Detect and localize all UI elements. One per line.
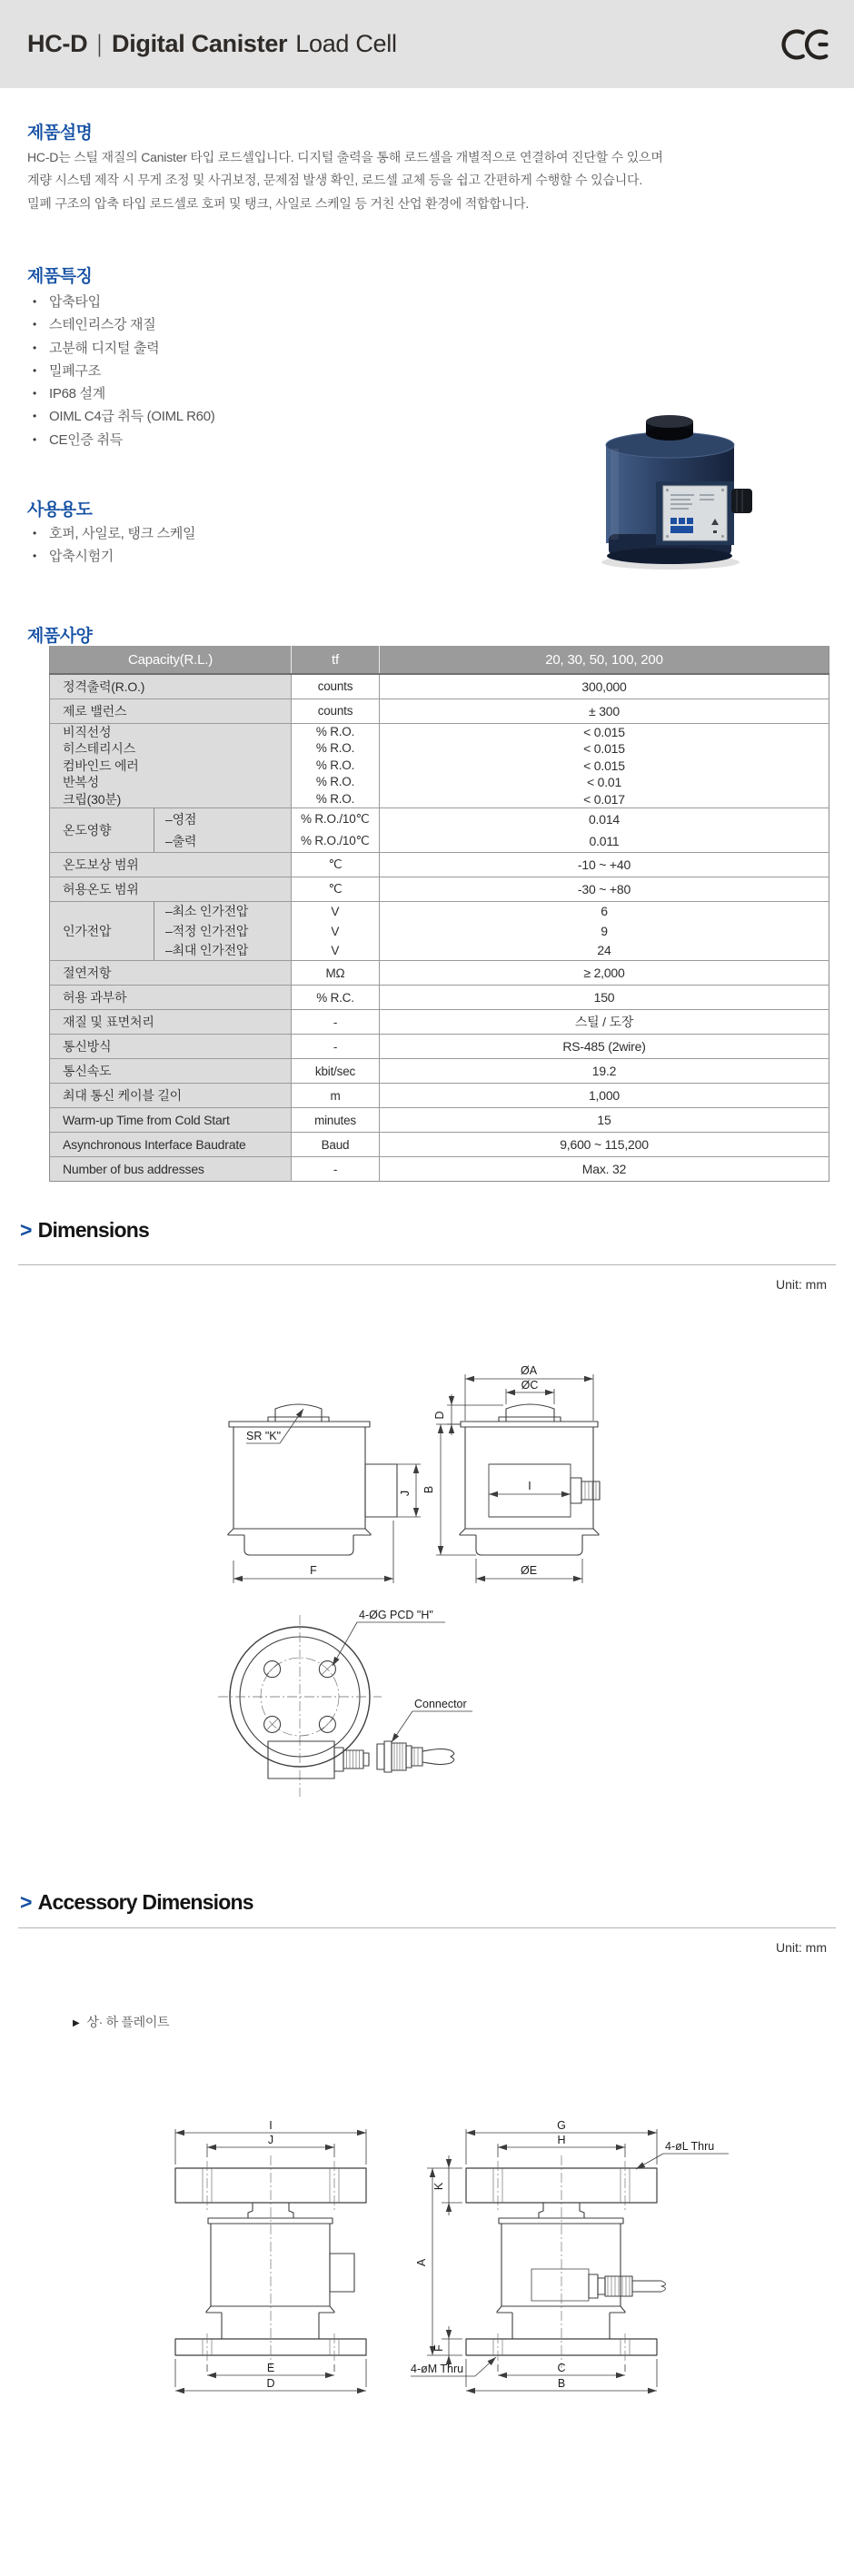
dim-label-l-thru: 4-øL Thru (665, 2140, 715, 2153)
bullet-item: • 압축타입 (33, 294, 101, 310)
dim-label-b: B (557, 2377, 566, 2390)
plate-note: ▶ 상· 하 플레이트 (73, 2015, 170, 2029)
section-heading-accessory: > Accessory Dimensions (20, 1890, 253, 1914)
spec-row: 온도보상 범위 ℃ -10 ~ +40 (50, 853, 829, 877)
dim-label-oe: ØE (520, 1564, 538, 1577)
dim-label-f: F (310, 1564, 317, 1577)
dim-label-m-thru: 4-øM Thru (411, 2363, 464, 2375)
dim-label-d: D (433, 1411, 446, 1420)
dim-label-j: J (267, 2134, 274, 2146)
spec-row: 절연저항 MΩ ≥ 2,000 (50, 961, 829, 986)
accessory-drawing (73, 2121, 799, 2412)
description-line: HC-D는 스틸 재질의 Canister 타입 로드셀입니다. 디지털 출력을 통해 로드셀을 개별적으로 연결하여 진단할 수 있으며 (27, 150, 663, 164)
product-type-light: Load Cell (295, 30, 397, 57)
bullet-item: • 압축시험기 (33, 549, 114, 565)
spec-row: Number of bus addresses - Max. 32 (50, 1157, 829, 1182)
spec-col-capacity: Capacity(R.L.) (50, 647, 292, 675)
dim-label-c: C (557, 2362, 566, 2374)
dim-label-f: F (432, 2344, 445, 2352)
dim-label-a: A (415, 2258, 428, 2267)
unit-note: Unit: mm (776, 1277, 827, 1292)
dim-label-e: E (266, 2362, 275, 2374)
spec-col-unit: tf (292, 647, 380, 675)
dim-label-h: H (557, 2134, 566, 2146)
assembly-right (466, 2168, 666, 2355)
top-view (218, 1615, 382, 1797)
spec-row: Warm-up Time from Cold Start minutes 15 (50, 1108, 829, 1133)
title-separator: | (97, 30, 103, 57)
spec-col-values: 20, 30, 50, 100, 200 (380, 647, 829, 675)
dim-label-g: G (557, 2121, 566, 2132)
spec-row: 비직선성 히스테리시스 컴바인드 에러 반복성 크립(30분) % R.O. % R.O. % R.O. % R.O. % R.O. < 0.015 < 0.015 < 0.015 < 0.01 < 0.017 (50, 723, 829, 808)
bullet-item: • 스테인리스강 재질 (33, 317, 156, 333)
connector-drawing (377, 1741, 454, 1772)
dimensions-drawing (127, 1362, 636, 1798)
page-title (27, 0, 397, 88)
spec-row: 통신속도 kbit/sec 19.2 (50, 1059, 829, 1084)
product-photo (591, 398, 759, 572)
spec-row: 인가전압 –최소 인가전압 –적정 인가전압 –최대 인가전압 V V V 6 9 24 (50, 902, 829, 961)
spec-table (49, 646, 829, 1182)
dim-label-i: I (528, 1480, 531, 1492)
heading-arrow-icon: > (20, 1218, 32, 1242)
features-list (33, 291, 214, 451)
dim-label-oa: ØA (520, 1364, 538, 1377)
dim-label-oc: ØC (521, 1379, 539, 1392)
section-heading-dimensions: > Dimensions (20, 1218, 150, 1242)
bullet-item: • OIML C4급 취득 (OIML R60) (33, 409, 215, 425)
bullet-item: • 밀폐구조 (33, 362, 101, 379)
dim-label-connector: Connector (414, 1698, 467, 1710)
dim-label-k: K (432, 2182, 445, 2191)
description-line: 계량 시스템 제작 시 무게 조정 및 사귀보정, 문제점 발생 확인, 로드셀 교체 등을 쉽고 간편하게 수행할 수 있습니다. (27, 173, 643, 188)
section-title-description: 제품설명 (27, 124, 93, 143)
spec-row: 허용 과부하 % R.C. 150 (50, 986, 829, 1010)
section-title-features: 제품특징 (27, 267, 93, 286)
triangle-marker-icon: ▶ (73, 2018, 80, 2028)
divider-line (18, 1264, 836, 1265)
dim-label-i: I (269, 2121, 273, 2132)
spec-row: 정격출력(R.O.) counts 300,000 (50, 674, 829, 698)
applications-list (33, 522, 195, 569)
side-view-left (228, 1404, 397, 1555)
spec-table-header-row (50, 647, 829, 675)
header-bar (0, 0, 854, 88)
description-line: 밀폐 구조의 압축 타입 로드셀로 호퍼 및 탱크, 사일로 스케일 등 거친 산업 환경에 적합합니다. (27, 195, 530, 211)
divider-line (18, 1927, 836, 1928)
dim-label-j: J (399, 1490, 412, 1497)
spec-row: 제로 밸런스 counts ± 300 (50, 698, 829, 723)
dim-label-pcd: 4-ØG PCD "H" (359, 1609, 433, 1621)
spec-row: 통신방식 - RS-485 (2wire) (50, 1035, 829, 1059)
bullet-item: • 고분해 디지털 출력 (33, 340, 160, 356)
ce-mark-icon (781, 26, 830, 63)
dim-label-b: B (422, 1485, 435, 1494)
description-paragraph (27, 146, 836, 215)
bullet-item: • CE인증 취득 (33, 431, 123, 448)
heading-arrow-icon: > (20, 1890, 32, 1914)
spec-row: 허용온도 범위 ℃ -30 ~ +80 (50, 877, 829, 902)
section-title-applications: 사용용도 (27, 500, 93, 520)
spec-row: Asynchronous Interface Baudrate Baud 9,600 ~ 115,200 (50, 1133, 829, 1157)
section-title-specs: 제품사양 (27, 627, 93, 646)
dim-label-srk: SR "K" (246, 1430, 282, 1442)
product-type-bold: Digital Canister (112, 30, 288, 57)
spec-row: 최대 통신 케이블 길이 m 1,000 (50, 1084, 829, 1108)
dim-label-d: D (266, 2377, 275, 2390)
bullet-item: • IP68 설계 (33, 386, 105, 402)
spec-row: 재질 및 표면처리 - 스틸 / 도장 (50, 1010, 829, 1035)
unit-note: Unit: mm (776, 1940, 827, 1955)
spec-row: 온도영향 –영점 –출력 % R.O./10℃ % R.O./10℃ 0.014 0.011 (50, 808, 829, 853)
bullet-item: • 호퍼, 사일로, 탱크 스케일 (33, 526, 196, 541)
model-name: HC-D (27, 30, 88, 57)
